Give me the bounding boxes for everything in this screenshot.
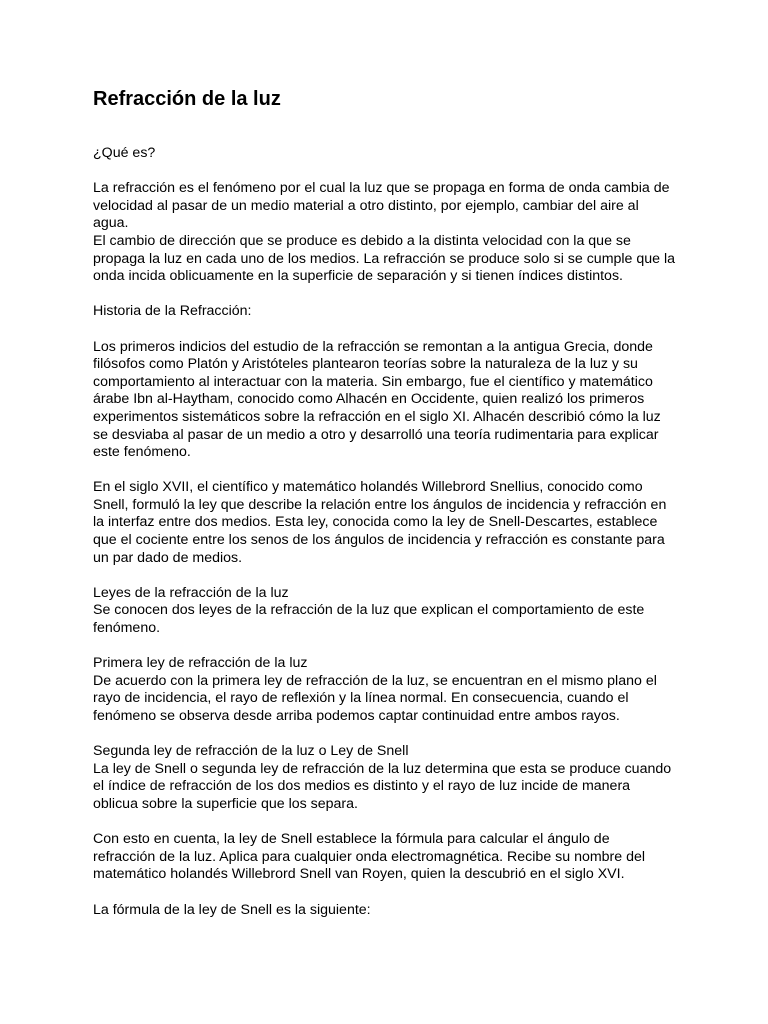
text-line: rayo de incidencia, el rayo de reflexión y la línea normal. En consecuencia, cuando el <box>93 690 629 707</box>
text-line: se desviaba al pasar de un medio a otro y desarrolló una teoría rudimentaria para explicar <box>93 426 659 443</box>
text-line: Con esto en cuenta, la ley de Snell establece la fórmula para calcular el ángulo de <box>93 831 610 848</box>
text-line: velocidad al pasar de un medio material a otro distinto, por ejemplo, cambiar del aire al <box>93 197 639 214</box>
page-title: Refracción de la luz <box>93 88 281 110</box>
paragraph <box>93 743 683 813</box>
text-line: oblicua sobre la superficie que los separa. <box>93 795 358 812</box>
text-line: ¿Qué es? <box>93 145 156 161</box>
text-line: fenómeno. <box>93 620 161 637</box>
text-line: la interfaz entre dos medios. Esta ley, conocida como la ley de Snell-Descartes, establece <box>93 514 658 531</box>
text-line: En el siglo XVII, el científico y matemático holandés Willebrord Snellius, conocido como <box>93 479 643 496</box>
paragraph <box>93 145 683 163</box>
text-line: propaga la luz en cada uno de los medios. La refracción se produce solo si se cumple que la <box>93 250 676 267</box>
text-line: comportamiento al interactuar con la materia. Sin embargo, fue el científico y matemático <box>93 373 653 390</box>
text-line: filósofos como Platón y Aristóteles plantearon teorías sobre la naturaleza de la luz y su <box>93 356 638 373</box>
paragraph <box>93 180 683 286</box>
text-line: un par dado de medios. <box>93 549 243 566</box>
paragraph <box>93 339 683 462</box>
paragraph-list <box>93 145 683 919</box>
text-line: Primera ley de refracción de la luz <box>93 655 308 672</box>
text-line: refracción de la luz. Aplica para cualquier onda electromagnética. Recibe su nombre del <box>93 848 646 865</box>
paragraph <box>93 902 683 920</box>
text-line: matemático holandés Willebrord Snell van Royen, quien la descubrió en el siglo XVI. <box>93 866 625 883</box>
text-line: Snell, formuló la ley que describe la relación entre los ángulos de incidencia y refracción en <box>93 496 667 513</box>
paragraph <box>93 303 683 321</box>
text-line: La ley de Snell o segunda ley de refracción de la luz determina que esta se produce cuando <box>93 760 672 777</box>
paragraph <box>93 585 683 638</box>
text-line: fenómeno se observa desde arriba podemos captar continuidad entre ambos rayos. <box>93 708 620 724</box>
paragraph <box>93 655 683 725</box>
text-line: El cambio de dirección que se produce es debido a la distinta velocidad con la que se <box>93 232 631 249</box>
text-line: experimentos sistemáticos sobre la refracción en el siglo XI. Alhacén describió cómo la luz <box>93 408 661 425</box>
text-line: Historia de la Refracción: <box>93 303 252 320</box>
paragraph <box>93 479 683 567</box>
paragraph <box>93 831 683 884</box>
text-line: Los primeros indicios del estudio de la refracción se remontan a la antigua Grecia, donde <box>93 338 653 355</box>
text-line: este fenómeno. <box>93 444 191 461</box>
text-line: el índice de refracción de los dos medios es distinto y el rayo de luz incide de manera <box>93 778 631 795</box>
text-line: Leyes de la refracción de la luz <box>93 584 289 601</box>
text-line: árabe Ibn al-Haytham, conocido como Alhacén en Occidente, quien realizó los primeros <box>93 391 645 408</box>
document-body <box>93 86 683 937</box>
text-line: La refracción es el fenómeno por el cual la luz que se propaga en forma de onda cambia de <box>93 180 670 197</box>
text-line: De acuerdo con la primera ley de refracción de la luz, se encuentran en el mismo plano el <box>93 672 657 689</box>
text-line: que el cociente entre los senos de los ángulos de incidencia y refracción es constante para <box>93 532 665 549</box>
text-line: onda incida oblicuamente en la superficie de separación y si tienen índices distintos. <box>93 268 623 285</box>
text-line: La fórmula de la ley de Snell es la siguiente: <box>93 901 371 918</box>
text-line: agua. <box>93 215 129 232</box>
text-line: Segunda ley de refracción de la luz o Ley de Snell <box>93 743 409 760</box>
text-line: Se conocen dos leyes de la refracción de la luz que explican el comportamiento de este <box>93 602 645 619</box>
